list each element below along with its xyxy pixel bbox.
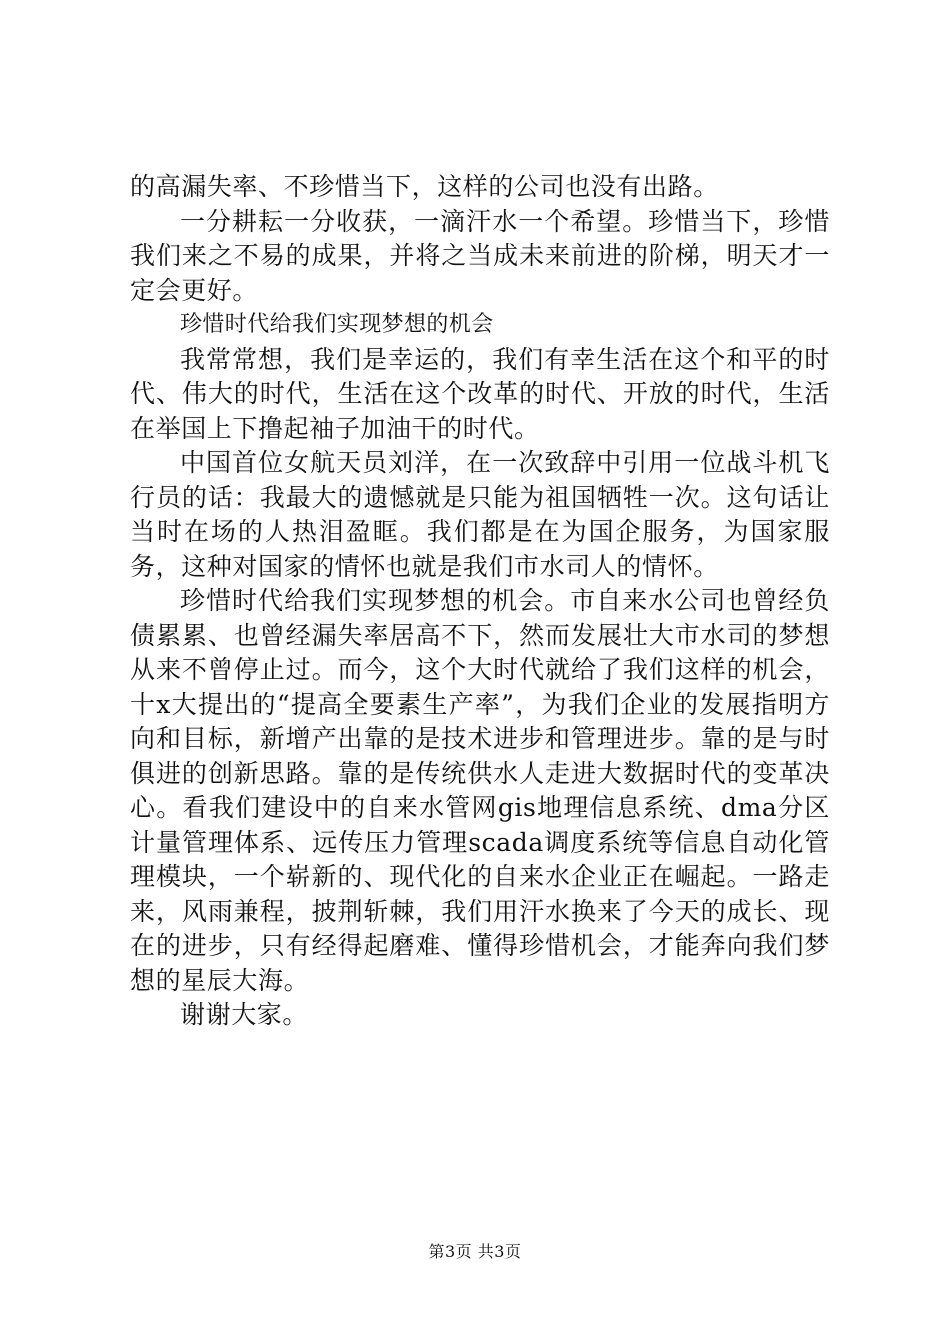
paragraph-company-dream: 珍惜时代给我们实现梦想的机会。市自来水公司也曾经负债累累、也曾经漏失率居高不下，然而发展壮大市水司的梦想从来不曾停止过。而今，这个大时代就给了我们这样的机会，十x大提出的“提高全要素生产率”，为我们企业的发展指明方向和目标，新增产出靠的是技术进步和管理进步。靠的是与时俱进的创新思路。靠的是传统供水人走进大数据时代的变革决心。看我们建设中的自来水管网gis地理信息系统、dma分区计量管理体系、远传压力管理scada调度系统等信息自动化管理模块，一个崭新的、现代化的自来水企业正在崛起。一路走来，风雨兼程，披荆斩棘，我们用汗水换来了今天的成长、现在的进步，只有经得起磨难、懂得珍惜机会，才能奔向我们梦想的星辰大海。 <box>130 586 830 995</box>
page-number-footer: 第3页 共3页 <box>428 1242 522 1261</box>
document-body <box>130 170 830 1033</box>
paragraph-astronaut-quote: 中国首位女航天员刘洋，在一次致辞中引用一位战斗机飞行员的话：我最大的遗憾就是只能为祖国牺牲一次。这句话让当时在场的人热泪盈眶。我们都是在为国企服务，为国家服务，这种对国家的情怀也就是我们市水司人的情怀。 <box>130 448 830 581</box>
paragraph-cherish-present: 一分耕耘一分收获，一滴汗水一个希望。珍惜当下，珍惜我们来之不易的成果，并将之当成未来前进的阶梯，明天才一定会更好。 <box>130 206 830 305</box>
paragraph-continuation: 的高漏失率、不珍惜当下，这样的公司也没有出路。 <box>130 172 719 201</box>
paragraph-thanks: 谢谢大家。 <box>180 1000 309 1029</box>
section-heading: 珍惜时代给我们实现梦想的机会 <box>180 312 494 337</box>
paragraph-fortunate-era: 我常常想，我们是幸运的，我们有幸生活在这个和平的时代、伟大的时代，生活在这个改革的时代、开放的时代，生活在举国上下撸起袖子加油干的时代。 <box>130 344 830 443</box>
